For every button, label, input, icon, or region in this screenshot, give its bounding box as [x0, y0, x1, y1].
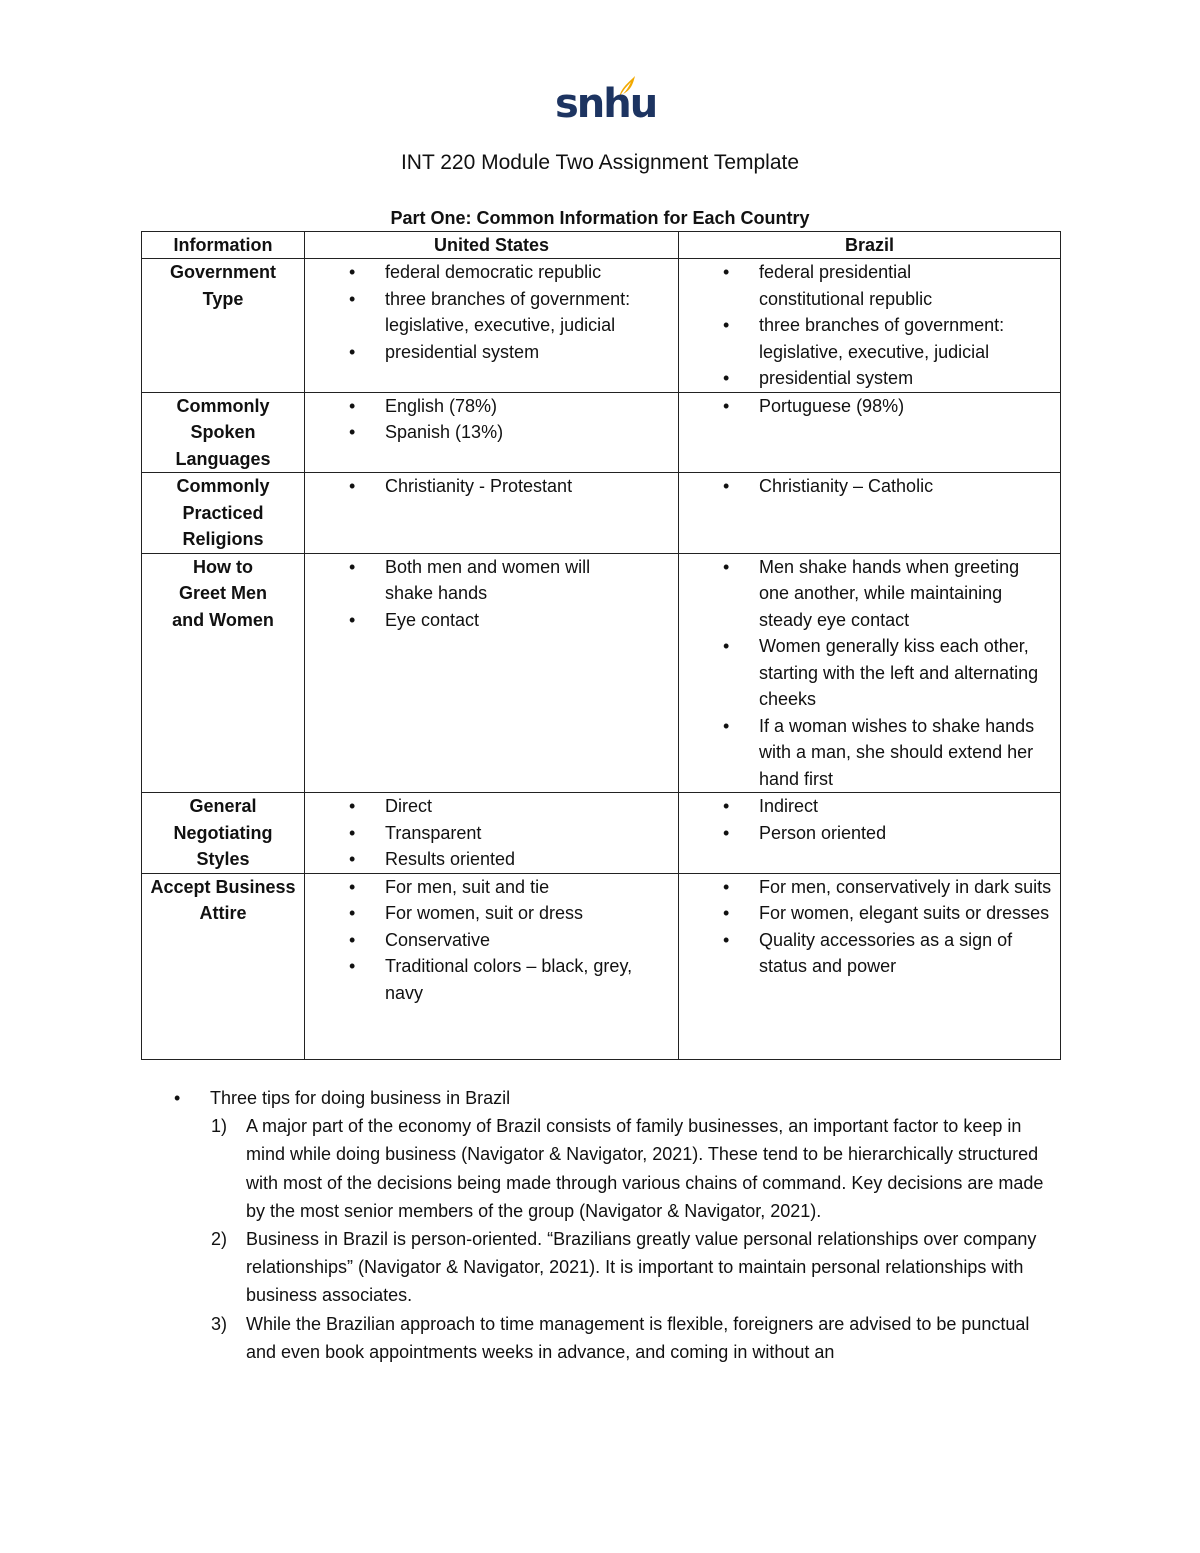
- tips-heading: [0, 1084, 1200, 1112]
- brazil-cell: [679, 793, 1061, 874]
- brazil-cell: [679, 553, 1061, 793]
- us-cell: [305, 259, 679, 393]
- logo-wordmark: snhu: [555, 81, 657, 127]
- list-item: • federal democratic republic: [385, 259, 670, 286]
- list-item: • Results oriented: [385, 846, 670, 873]
- list-item: • English (78%): [385, 393, 670, 420]
- tip-number: 3): [211, 1313, 228, 1334]
- header-united-states: United States: [305, 232, 679, 259]
- list-item: • Portuguese (98%): [759, 393, 1052, 420]
- table-row: [142, 873, 1061, 1059]
- list-item: • three branches of government: legislative, executive, judicial: [759, 312, 1052, 365]
- us-cell: [305, 873, 679, 1059]
- list-item: • presidential system: [759, 365, 1052, 392]
- tips-heading-text: Three tips for doing business in Brazil: [210, 1088, 511, 1108]
- tip-number: 1): [211, 1116, 228, 1137]
- list-item: • For women, suit or dress: [385, 900, 670, 927]
- list-item: • Conservative: [385, 927, 670, 954]
- list-item: • Christianity - Protestant: [385, 473, 670, 500]
- header-brazil: Brazil: [679, 232, 1061, 259]
- tip-number: 2): [211, 1229, 228, 1250]
- list-item: • Traditional colors – black, grey, navy: [385, 953, 670, 1006]
- tips-section: [0, 1084, 1200, 1366]
- tip-item: [211, 1225, 1060, 1310]
- us-cell: [305, 793, 679, 874]
- row-label: General Negotiating Styles: [142, 793, 305, 874]
- table-row: [142, 259, 1061, 393]
- us-cell: [305, 553, 679, 793]
- list-item: • Men shake hands when greeting one another, while maintaining steady eye contact: [759, 554, 1052, 634]
- list-item: • Both men and women will shake hands: [385, 554, 670, 607]
- row-label: Commonly Practiced Religions: [142, 473, 305, 554]
- list-item: • Eye contact: [385, 607, 670, 634]
- tip-text: A major part of the economy of Brazil consists of family businesses, an important factor to keep in mind while doing business (Navigator & Navigator, 2021). These tend to be hierarchically structured with most of the decisions being made through various chains of command. Key decisions are made by the most senior members of the group (Navigator & Navigator, 2021).: [246, 1116, 1044, 1221]
- snhu-logo: [555, 74, 657, 134]
- list-item: • For men, conservatively in dark suits: [759, 874, 1052, 901]
- table-header-row: [142, 232, 1061, 259]
- tip-text: While the Brazilian approach to time management is flexible, foreigners are advised to be punctual and even book appointments weeks in advance, and coming in without an: [246, 1313, 1030, 1362]
- part-heading: Part One: Common Information for Each Country: [390, 208, 810, 228]
- list-item: • Transparent: [385, 820, 670, 847]
- brazil-cell: [679, 473, 1061, 554]
- table-row: [142, 392, 1061, 473]
- us-cell: [305, 392, 679, 473]
- tip-item: [211, 1310, 1060, 1366]
- tip-text: Business in Brazil is person-oriented. “Brazilians greatly value personal relationships over company relationships” (Navigator & Navigator, 2021). It is important to maintain personal relationships with business associates.: [246, 1229, 1037, 1306]
- row-label: How to Greet Men and Women: [142, 553, 305, 793]
- list-item: • Person oriented: [759, 820, 1052, 847]
- brazil-cell: [679, 873, 1061, 1059]
- list-item: • presidential system: [385, 339, 670, 366]
- list-item: • For men, suit and tie: [385, 874, 670, 901]
- list-item: • Women generally kiss each other, starting with the left and alternating cheeks: [759, 633, 1052, 713]
- list-item: • Spanish (13%): [385, 419, 670, 446]
- table-row: [142, 793, 1061, 874]
- tip-item: [211, 1112, 1060, 1225]
- table-row: [142, 473, 1061, 554]
- list-item: • federal presidential constitutional republic: [759, 259, 1052, 312]
- tips-list: [0, 1112, 1200, 1366]
- page-title: INT 220 Module Two Assignment Template: [400, 151, 800, 174]
- list-item: • For women, elegant suits or dresses: [759, 900, 1052, 927]
- row-label: Accept Business Attire: [142, 873, 305, 1059]
- list-item: • Quality accessories as a sign of status and power: [759, 927, 1052, 980]
- row-label: Commonly Spoken Languages: [142, 392, 305, 473]
- table-row: [142, 553, 1061, 793]
- bullet-icon: •: [174, 1088, 181, 1108]
- row-label: Government Type: [142, 259, 305, 393]
- list-item: • If a woman wishes to shake hands with a man, she should extend her hand first: [759, 713, 1052, 793]
- country-info-table: [141, 231, 1061, 1060]
- list-item: • Christianity – Catholic: [759, 473, 1052, 500]
- brazil-cell: [679, 392, 1061, 473]
- list-item: • Indirect: [759, 793, 1052, 820]
- header-information: Information: [142, 232, 305, 259]
- brazil-cell: [679, 259, 1061, 393]
- list-item: • Direct: [385, 793, 670, 820]
- list-item: • three branches of government: legislative, executive, judicial: [385, 286, 670, 339]
- us-cell: [305, 473, 679, 554]
